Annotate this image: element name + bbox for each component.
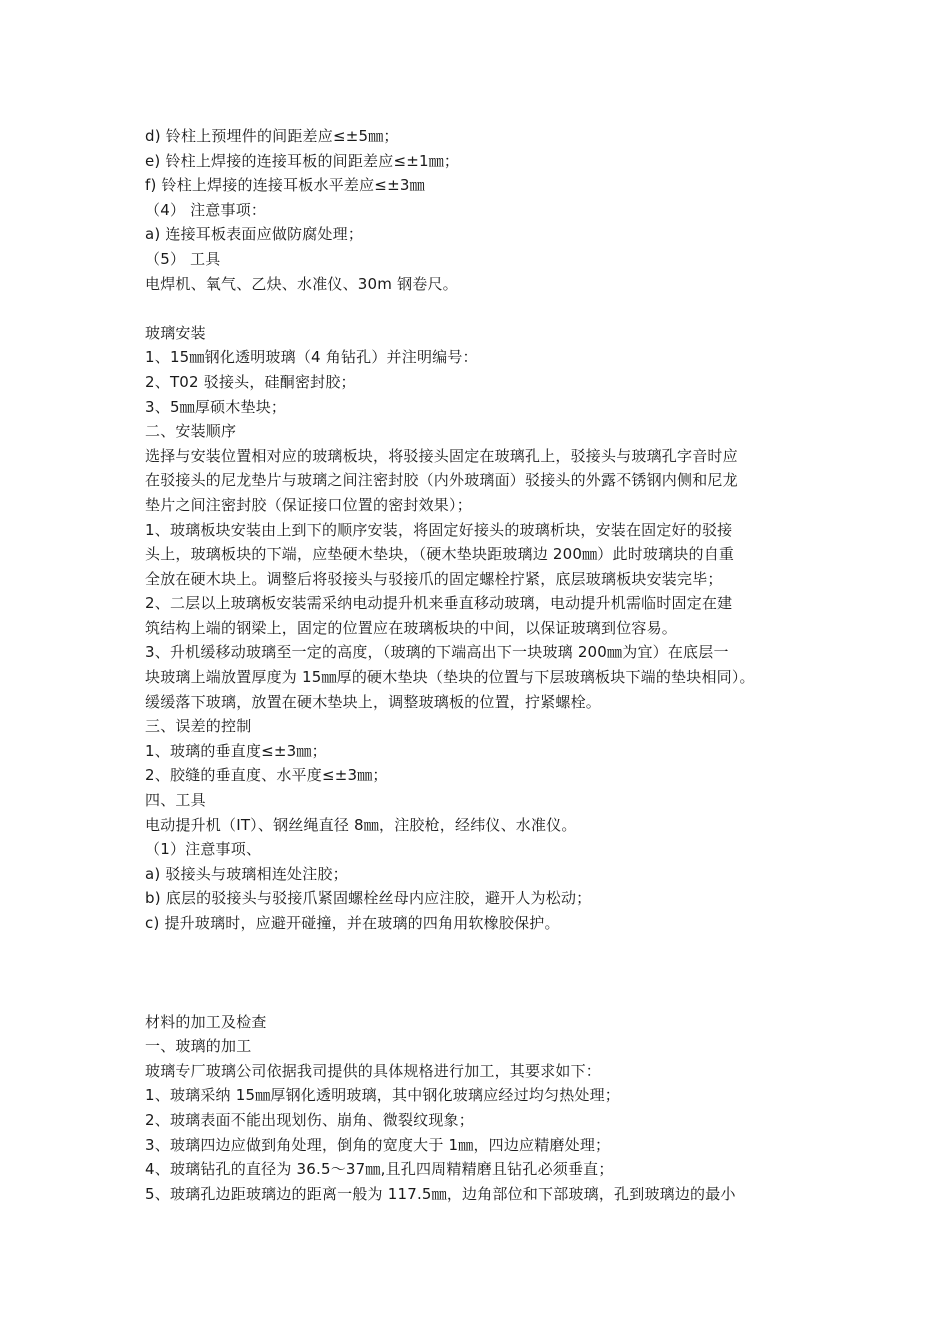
text-line: 电动提升机（IT）、钢丝绳直径 8㎜，注胶枪，经纬仪、水准仪。 — [145, 815, 577, 834]
section-heading: 玻璃安装 — [145, 323, 206, 342]
text-line: 缓缓落下玻璃，放置在硬木垫块上，调整玻璃板的位置，拧紧螺栓。 — [145, 692, 602, 711]
text-line: c) 提升玻璃时，应避开碰撞，并在玻璃的四角用软橡胶保护。 — [145, 914, 560, 932]
text-line: 2、二层以上玻璃板安装需采纳电动提升机来垂直移动玻璃，电动提升机需临时固定在建 — [145, 594, 733, 613]
text-line: （5） 工具 — [145, 249, 221, 268]
text-line: 1、玻璃采纳 15㎜厚钢化透明玻璃，其中钢化玻璃应经过均匀热处理； — [145, 1086, 621, 1105]
text-line: 3、升机缓移动玻璃至一定的高度，（玻璃的下端高出下一块玻璃 200㎜为宜）在底层一 — [145, 643, 729, 662]
text-line: 4、玻璃钻孔的直径为 36.5～37㎜,且孔四周精精磨且钻孔必须垂直； — [145, 1160, 614, 1179]
subheading: 三、误差的控制 — [145, 717, 252, 736]
text-line: f) 铃柱上焊接的连接耳板水平差应≤±3㎜ — [145, 176, 425, 195]
text-line: 电焊机、氧气、乙炔、水准仪、30m 钢卷尺。 — [145, 274, 458, 293]
text-line: 1、15㎜钢化透明玻璃（4 角钻孔）并注明编号： — [145, 348, 478, 367]
section-heading: 材料的加工及检查 — [145, 1012, 267, 1031]
text-line: 块玻璃上端放置厚度为 15㎜厚的硬木垫块（垫块的位置与下层玻璃板块下端的垫块相同）。 — [145, 668, 755, 687]
text-line: 1、玻璃板块安装由上到下的顺序安装，将固定好接头的玻璃析块，安装在固定好的驳接 — [145, 520, 733, 539]
text-line: 2、玻璃表面不能出现划伤、崩角、微裂纹现象； — [145, 1110, 474, 1129]
section-steel-column-tolerances — [145, 124, 835, 296]
spacer — [145, 296, 835, 321]
text-line: 3、玻璃四边应做到角处理，倒角的宽度大于 1㎜，四边应精磨处理； — [145, 1135, 611, 1154]
text-line: b) 底层的驳接头与驳接爪紧固螺栓丝母内应注胶，避开人为松动； — [145, 889, 592, 908]
subheading: 四、工具 — [145, 791, 206, 810]
text-line: 1、玻璃的垂直度≤±3㎜； — [145, 741, 327, 760]
document-page — [145, 124, 835, 1206]
text-line: d) 铃柱上预埋件的间距差应≤±5㎜； — [145, 127, 399, 145]
text-line: 垫片之间注密封胶（保证接口位置的密封效果）； — [145, 495, 472, 514]
text-line: 全放在硬木块上。调整后将驳接头与驳接爪的固定螺栓拧紧，底层玻璃板块安装完毕； — [145, 569, 723, 588]
text-line: （1）注意事项、 — [145, 840, 262, 859]
text-line: e) 铃柱上焊接的连接耳板的间距差应≤±1㎜； — [145, 151, 460, 170]
subheading: 二、安装顺序 — [145, 422, 237, 441]
text-line: （4） 注意事项： — [145, 200, 267, 219]
text-line: 选择与安装位置相对应的玻璃板块，将驳接头固定在玻璃孔上，驳接头与玻璃孔字音时应 — [145, 446, 738, 465]
text-line: a) 驳接头与玻璃相连处注胶； — [145, 864, 348, 883]
text-line: 头上，玻璃板块的下端，应垫硬木垫块，（硬木垫块距玻璃边 200㎜）此时玻璃块的自重 — [145, 545, 735, 564]
text-line: 玻璃专厂玻璃公司依据我司提供的具体规格进行加工，其要求如下： — [145, 1061, 602, 1080]
text-line: 2、T02 驳接头，硅酮密封胶； — [145, 372, 356, 391]
text-line: 筑结构上端的钢梁上，固定的位置应在玻璃板块的中间，以保证玻璃到位容易。 — [145, 618, 678, 637]
text-line: 2、胶缝的垂直度、水平度≤±3㎜； — [145, 766, 388, 785]
section-glass-installation — [145, 321, 835, 936]
section-material-processing — [145, 1010, 835, 1207]
spacer — [145, 936, 835, 1010]
subheading: 一、玻璃的加工 — [145, 1037, 252, 1056]
text-line: 5、玻璃孔边距玻璃边的距离一般为 117.5㎜，边角部位和下部玻璃，孔到玻璃边的最小 — [145, 1184, 736, 1203]
text-line: 在驳接头的尼龙垫片与玻璃之间注密封胶（内外玻璃面）驳接头的外露不锈钢内侧和尼龙 — [145, 471, 738, 490]
text-line: 3、5㎜厚硕木垫块； — [145, 397, 287, 416]
text-line: a) 连接耳板表面应做防腐处理； — [145, 225, 364, 244]
